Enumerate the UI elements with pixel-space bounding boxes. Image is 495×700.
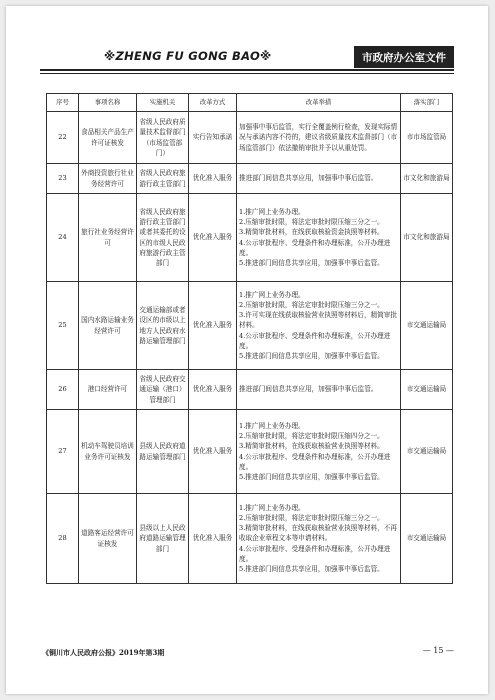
item-name: 食品相关产品生产许可证核发 [79, 112, 137, 164]
header-rule-thin [40, 73, 454, 74]
item-name: 道路客运经营许可证核发 [79, 494, 137, 584]
col-header-agency: 实施机关 [137, 94, 189, 112]
reform-measures [237, 494, 401, 584]
measure-line: 5.推进部门间信息共享应用，加强事中事后监管。 [239, 258, 384, 267]
implementing-agency: 省级人民政府交通运输（港口）管理部门 [137, 370, 189, 410]
measure-line: 2.压缩审批时限，将法定审批时限压缩三分之一。 [239, 300, 384, 309]
table-row [47, 112, 453, 164]
measure-line: 1.推广网上业务办理。 [239, 503, 305, 512]
reform-measures [237, 370, 401, 410]
implementing-agency: 省级人民政府旅游行政主管部门或者其委托的设区的市级人民政府旅游行政主管部门 [137, 194, 189, 282]
page-number: — 15 — [422, 646, 454, 655]
row-number: 27 [47, 410, 79, 494]
table-body [47, 112, 453, 584]
measure-line: 2.压缩审批时限，将法定审批时限压缩三分之一。 [239, 218, 384, 227]
reform-method: 优化准入服务 [189, 282, 237, 370]
responsible-dept: 市市场监管局 [401, 112, 453, 164]
row-number: 25 [47, 282, 79, 370]
implementing-agency: 交通运输部或者设区的市级以上地方人民政府水路运输管理部门 [137, 282, 189, 370]
table-row [47, 164, 453, 194]
reform-measures [237, 282, 401, 370]
reform-measures [237, 194, 401, 282]
measure-line: 加强事中事后监管，实行全覆盖例行检查，发现实际情况与承诺内容不符的，建议省级质量技术监督部门（市场监管部门）依法撤销审批并予以从重处罚。 [239, 123, 398, 152]
item-name: 机动车驾驶员培训业务许可证核发 [79, 410, 137, 494]
reform-method: 优化准入服务 [189, 370, 237, 410]
measure-line: 5.推进部门间信息共享应用，加强事中事后监管。 [239, 472, 384, 481]
implementing-agency: 省级人民政府质量技术监督部门（市场监管部门） [137, 112, 189, 164]
page-header [40, 46, 454, 68]
table-row [47, 370, 453, 410]
measure-line: 1.推广网上业务办理。 [239, 207, 305, 216]
table-header-row [47, 94, 453, 112]
table-row [47, 194, 453, 282]
reform-table [46, 93, 453, 584]
responsible-dept: 市文化和旅游局 [401, 164, 453, 194]
responsible-dept: 市文化和旅游局 [401, 194, 453, 282]
header-rule [40, 69, 454, 71]
reform-method: 实行告知承诺 [189, 112, 237, 164]
measure-line: 4.公示审批程序、受理条件和办理标准，公开办理进度。 [239, 238, 391, 257]
measure-line: 2.压缩审批时限，将法定审批时限压缩四分之一。 [239, 432, 384, 441]
implementing-agency: 县级人民政府道路运输管理部门 [137, 410, 189, 494]
implementing-agency: 县级以上人民政府道路运输管理部门 [137, 494, 189, 584]
reform-measures [237, 410, 401, 494]
reform-measures [237, 112, 401, 164]
responsible-dept: 市交通运输局 [401, 410, 453, 494]
item-name: 港口经营许可 [79, 370, 137, 410]
responsible-dept: 市交通运输局 [401, 370, 453, 410]
measure-line: 1.推广网上业务办理。 [239, 290, 305, 299]
item-name: 旅行社业务经营许可 [79, 194, 137, 282]
table-row [47, 494, 453, 584]
col-header-method: 改革方式 [189, 94, 237, 112]
row-number: 28 [47, 494, 79, 584]
item-name: 国内水路运输业务经营许可 [79, 282, 137, 370]
implementing-agency: 省级人民政府旅游行政主管部门 [137, 164, 189, 194]
responsible-dept: 市交通运输局 [401, 282, 453, 370]
reform-method: 优化准入服务 [189, 494, 237, 584]
reform-method: 优化准入服务 [189, 194, 237, 282]
measure-line: 3.精简审批材料，在线获取核验营业执照等材料。 [239, 442, 384, 451]
row-number: 23 [47, 164, 79, 194]
row-number: 22 [47, 112, 79, 164]
reform-method: 优化准入服务 [189, 164, 237, 194]
row-number: 24 [47, 194, 79, 282]
footer-publication: 《铜川市人民政府公报》2019年第3期 [42, 648, 165, 657]
measure-line: 1.推广网上业务办理。 [239, 421, 305, 430]
measure-line: 3.许可实现在线获取核验营业执照等材料后，精简审批材料。 [239, 311, 397, 330]
reform-method: 优化准入服务 [189, 410, 237, 494]
responsible-dept: 市交通运输局 [401, 494, 453, 584]
measure-line: 3.精简审批材料，在线获取核验资金执照等材料。 [239, 228, 384, 237]
item-name: 外商投资旅行社业务经营许可 [79, 164, 137, 194]
gazette-title: ※ZHENG FU GONG BAO※ [104, 49, 272, 63]
row-number: 26 [47, 370, 79, 410]
measure-line: 推进部门间信息共享应用，加强事中事后监管。 [239, 174, 378, 183]
col-header-measures: 改革举措 [237, 94, 401, 112]
measure-line: 4.公示审批程序、受理条件和办理标准，公开办理进度。 [239, 452, 391, 471]
measure-line: 5.推进部门间信息共享应用，加强事中事后监管。 [239, 565, 384, 574]
measure-line: 推进部门间信息共享应用，加强事中事后监管。 [239, 385, 378, 394]
measure-line: 3.精简审批材料，在线获取核验营业执照等材料，不再收取企业章程文本等申请材料。 [239, 524, 397, 543]
section-tag: 市政府办公室文件 [354, 46, 454, 68]
measure-line: 2.压缩审批时限，将法定审批时限压缩三分之一。 [239, 513, 384, 522]
measure-line: 5.推进部门间信息共享应用，加强事中事后监管。 [239, 352, 384, 361]
document-page [6, 6, 488, 694]
measure-line: 4.公示审批程序、受理条件和办理标准，公开办理进度。 [239, 544, 391, 563]
table-row [47, 282, 453, 370]
measure-line: 4.公示审批程序、受理条件和办理标准，公开办理进度。 [239, 331, 391, 350]
col-header-item: 事项名称 [79, 94, 137, 112]
col-header-no: 序号 [47, 94, 79, 112]
col-header-dept: 落实部门 [401, 94, 453, 112]
table-row [47, 410, 453, 494]
reform-measures [237, 164, 401, 194]
